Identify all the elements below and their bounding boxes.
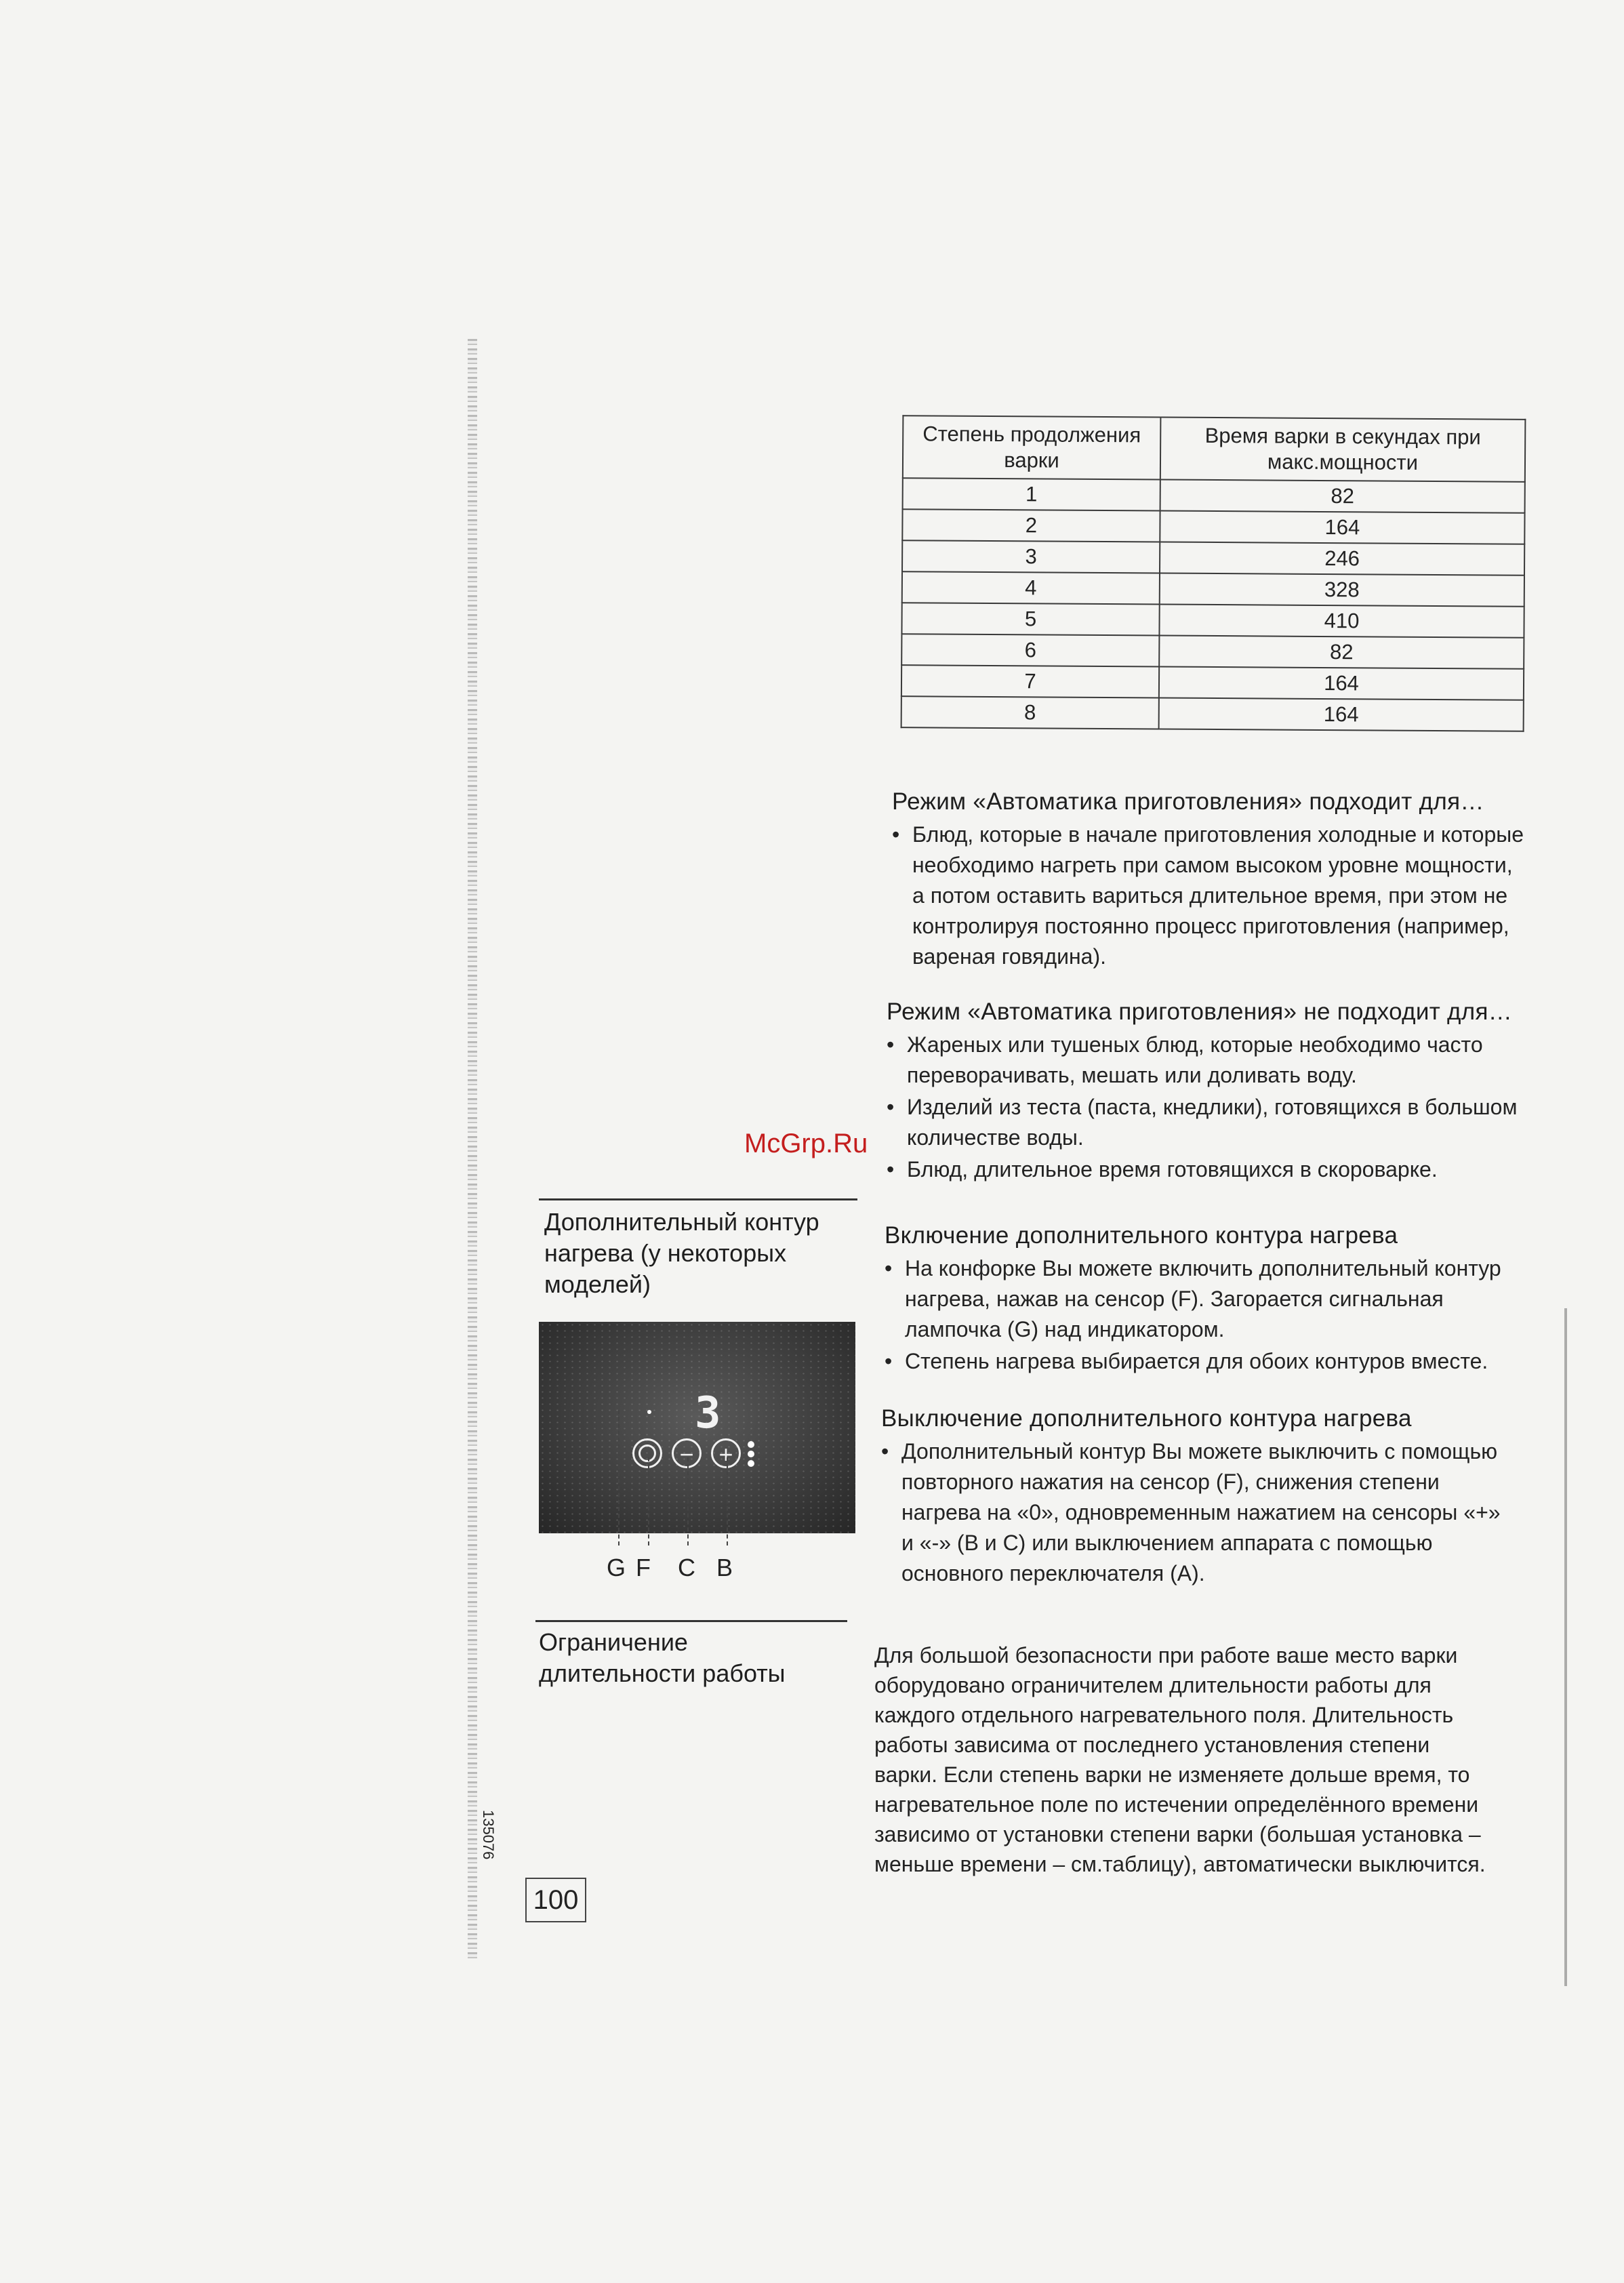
limit-heading: Ограничение длительности работы — [539, 1628, 786, 1687]
table-row — [901, 634, 1524, 669]
not-suitable-title: Режим «Автоматика приготовления» не подходит для… — [887, 998, 1513, 1025]
cooking-steps-table — [901, 415, 1526, 732]
bullet: • — [887, 1157, 895, 1181]
table-row — [903, 478, 1525, 513]
table-cell: 410 — [1159, 605, 1524, 638]
plus-sensor-icon: + — [711, 1438, 741, 1468]
list-item-text: На конфорке Вы можете включить дополнительный контур нагрева, нажав на сенсор (F). Загорается сигнальная лампочка (G) над индикатором. — [905, 1256, 1501, 1341]
not-suitable-section — [887, 996, 1524, 1186]
page-number: 100 — [525, 1878, 586, 1922]
signal-lamp-icon — [647, 1410, 651, 1414]
list-item — [887, 1030, 1524, 1091]
scan-edge-left — [468, 339, 477, 1959]
table-cell: 82 — [1159, 636, 1524, 669]
table-cell: 82 — [1160, 480, 1525, 513]
bullet: • — [887, 1032, 895, 1057]
table-row — [901, 665, 1524, 700]
circuit-on-list — [885, 1253, 1522, 1377]
watermark: McGrp.Ru — [744, 1129, 868, 1158]
level-dots-icon — [748, 1438, 757, 1468]
callout-f: F — [636, 1554, 651, 1581]
control-panel-image — [539, 1322, 855, 1533]
table-row — [902, 571, 1524, 607]
leader-line-c — [687, 1457, 689, 1545]
circuit-on-title: Включение дополнительного контура нагрева — [885, 1222, 1398, 1249]
list-item-text: Степень нагрева выбирается для обоих контуров вместе. — [905, 1349, 1488, 1373]
bullet: • — [892, 822, 900, 847]
dot — [748, 1460, 754, 1467]
table-cell: 164 — [1160, 511, 1524, 544]
not-suitable-list — [887, 1030, 1524, 1185]
list-item — [885, 1253, 1522, 1345]
bullet: • — [885, 1256, 893, 1280]
table-header-time: Время варки в секундах при макс.мощности — [1160, 418, 1526, 482]
extra-circuit-heading: Дополнительный контур нагрева (у некоторых моделей) — [544, 1208, 819, 1298]
leader-line-g — [618, 1410, 620, 1545]
limit-paragraph: Для большой безопасности при работе ваше место варки оборудовано ограничителем длительности работы для каждого отдельного нагревательного поля. Длительность работы зависима от последнего установления степени варки. Если степень варки не изменяете дольше время, то нагревательное поле по истечении определённого времени зависимо от установки степени варки (большая установка – меньше времени – см.таблицу), автоматически выключится. — [874, 1643, 1486, 1876]
minus-sensor-icon: − — [672, 1438, 702, 1468]
table-header-row — [903, 416, 1526, 482]
dot — [748, 1441, 754, 1448]
table-cell: 164 — [1159, 698, 1524, 731]
list-item — [885, 1346, 1522, 1377]
power-level-display: 3 — [695, 1388, 721, 1438]
table-cell: 7 — [901, 665, 1159, 698]
callout-c: C — [678, 1554, 695, 1581]
document-code: 135076 — [480, 1810, 497, 1860]
list-item-text: Дополнительный контур Вы можете выключить с помощью повторного нажатия на сенсор (F), снижения степени нагрева на «0», одновременным нажатием на сенсоры «+» и «-» (В и С) или выключением аппарата с помощью основного переключателя (А). — [901, 1439, 1501, 1585]
table-row — [902, 509, 1524, 544]
table-cell: 3 — [902, 540, 1160, 573]
list-item-text: Блюд, которые в начале приготовления холодные и которые необходимо нагреть при самом высоком уровне мощности, а потом оставить вариться длительное время, при этом не контролируя постоянно процесс приготовления (например, вареная говядина). — [912, 822, 1524, 969]
extra-circuit-sensor-icon — [632, 1438, 662, 1468]
circuit-off-section — [881, 1403, 1518, 1590]
section-divider — [535, 1620, 847, 1622]
bullet: • — [887, 1095, 895, 1119]
table-cell: 1 — [903, 478, 1160, 510]
callout-g: G — [607, 1554, 626, 1581]
list-item-text: Блюд, длительное время готовящихся в скороварке. — [907, 1157, 1438, 1181]
suitable-section — [892, 786, 1529, 973]
list-item — [881, 1436, 1518, 1589]
table-header-step: Степень продолжения варки — [903, 416, 1161, 479]
leader-line-f — [648, 1457, 649, 1545]
table-row — [901, 696, 1524, 731]
bullet: • — [881, 1439, 889, 1463]
suitable-list — [892, 820, 1529, 972]
table-row — [901, 603, 1524, 638]
list-item — [887, 1092, 1524, 1153]
bullet: • — [885, 1349, 893, 1373]
table-cell: 164 — [1159, 667, 1524, 700]
circuit-off-title: Выключение дополнительного контура нагрева — [881, 1405, 1412, 1432]
callout-b: B — [716, 1554, 733, 1581]
table-cell: 6 — [901, 634, 1159, 666]
table-cell: 8 — [901, 696, 1159, 729]
section-divider — [539, 1198, 857, 1200]
circuit-on-section — [885, 1220, 1522, 1378]
table-cell: 5 — [901, 603, 1159, 635]
table-cell: 328 — [1160, 573, 1524, 607]
list-item-text: Жареных или тушеных блюд, которые необходимо часто переворачивать, мешать или доливать воду. — [907, 1032, 1483, 1087]
table-cell: 2 — [902, 509, 1160, 542]
scan-edge-right — [1564, 1308, 1567, 1986]
circuit-off-list — [881, 1436, 1518, 1589]
list-item — [887, 1154, 1524, 1185]
suitable-title: Режим «Автоматика приготовления» подходит для… — [892, 788, 1484, 815]
list-item — [892, 820, 1529, 972]
leader-line-b — [727, 1457, 728, 1545]
table-cell: 4 — [902, 571, 1160, 604]
table-row — [902, 540, 1524, 575]
table-cell: 246 — [1160, 542, 1524, 575]
list-item-text: Изделий из теста (паста, кнедлики), готовящихся в большом количестве воды. — [907, 1095, 1518, 1150]
dot — [748, 1451, 754, 1457]
